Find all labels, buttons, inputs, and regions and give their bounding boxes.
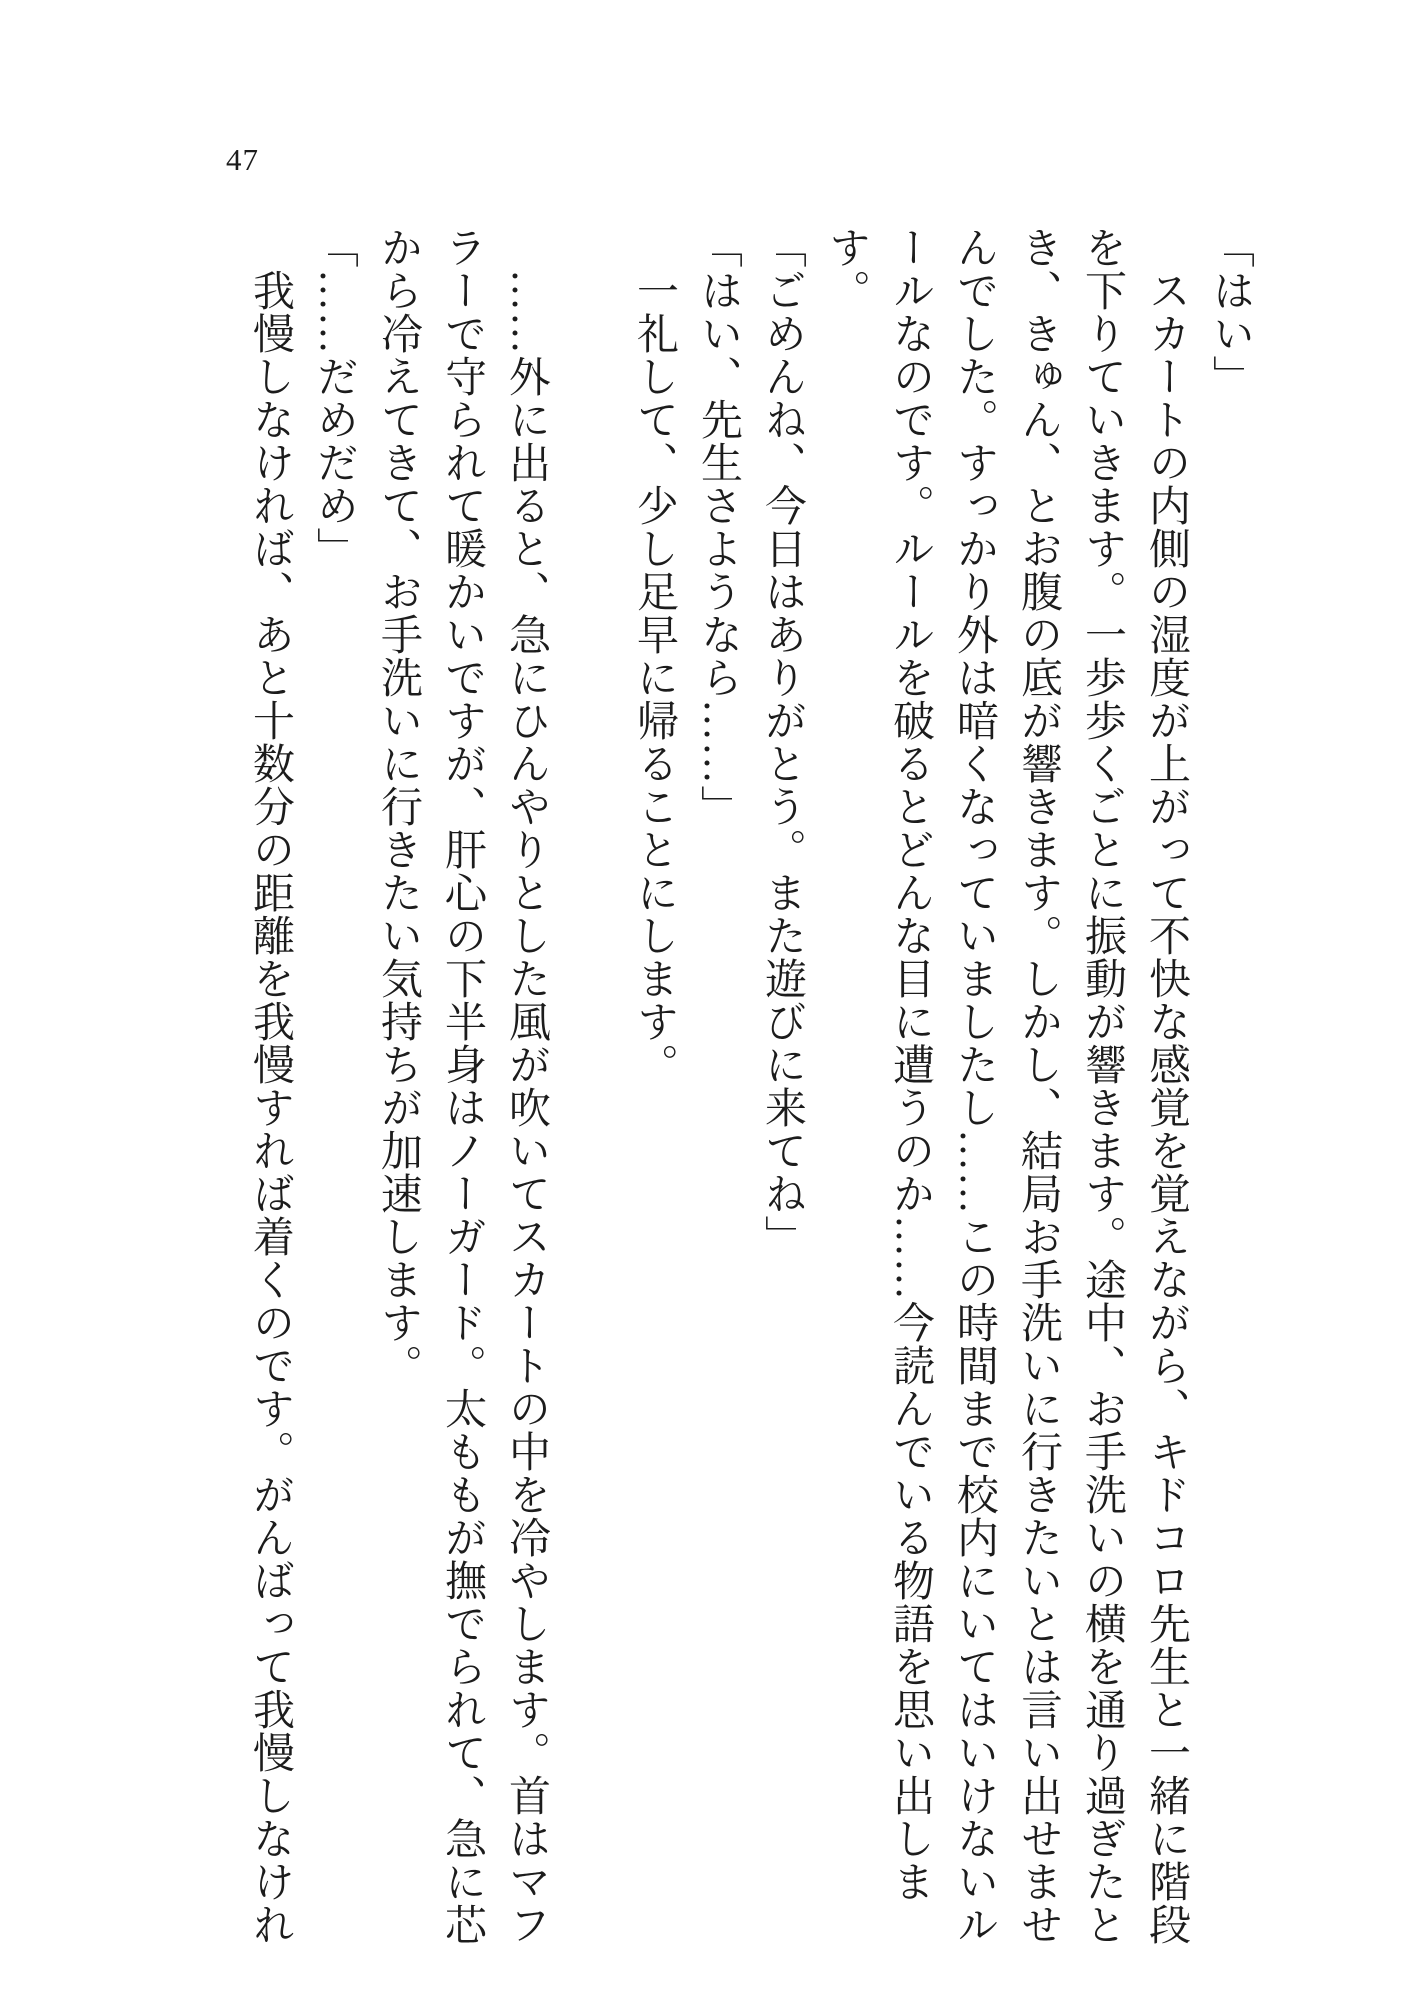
page-number: 47: [226, 142, 259, 177]
narration-paragraph: スカートの内側の湿度が上がって不快な感覚を覚えながら、キドコロ先生と一緒に階段 を下りていきます。一歩歩くごとに振動が響きます。途中、お手洗いの横を通り過ぎたと き、きゅん、とお腹の底が響きます。しかし、結局お手洗いに行きたいとは言い出せませ んでした。すっかり外は暗くなっていましたし……この時間まで校内にいてはいけないル ールなのです。ルールを破るとどんな目に遭うのか……今読んでいる物語を思い出します。: [823, 226, 1189, 1946]
dialogue-paragraph: 「はい」: [1207, 226, 1253, 398]
dialogue-paragraph: 「はい、先生さようなら……」: [695, 226, 741, 828]
narration-paragraph: 一礼して、少し足早に帰ることにします。: [631, 269, 677, 1086]
narration-paragraph: ……外に出ると、急にひんやりとした風が吹いてスカートの中を冷やします。首はマフ ラーで守られて暖かいですが、肝心の下半身はノーガード。太ももが撫でられて、急に芯 から冷えてきて、お手洗いに行きたい気持ちが加速します。: [375, 226, 549, 1946]
narration-paragraph: 我慢しなければ、あと十数分の距離を我慢すれば着くのです。がんばって我慢しなけれ: [247, 269, 293, 1946]
dialogue-paragraph: 「ごめんね、今日はありがとう。また遊びに来てね」: [759, 226, 805, 1258]
text-block: [247, 226, 1262, 1952]
dialogue-paragraph: 「……だめだめ」: [311, 226, 357, 570]
